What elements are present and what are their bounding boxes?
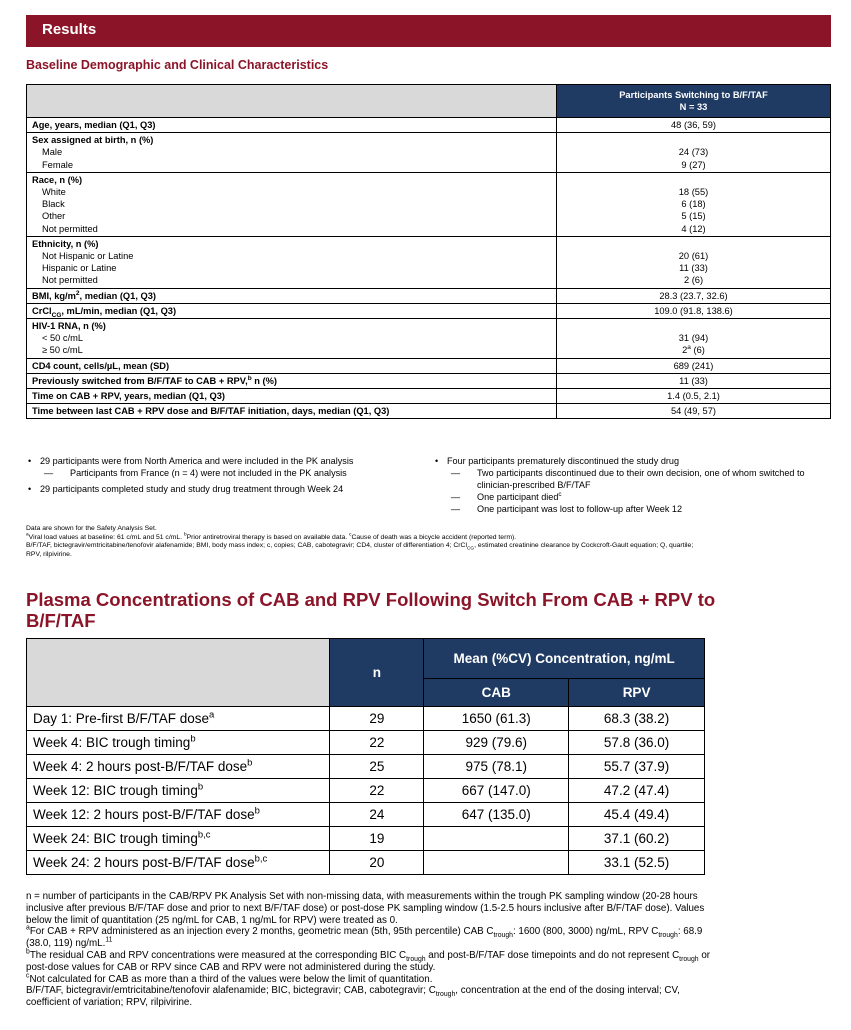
pk-row (27, 827, 705, 851)
race-np-label: Not permitted (42, 223, 98, 234)
note-subitem: — Two participants discontinued due to their own decision, one of whom switched to clinician-prescribed B/F/TAF (433, 467, 833, 491)
pk-row-label-sup: b (247, 757, 253, 769)
fn-sup: b (26, 948, 30, 956)
pk-header-mean: Mean (%CV) Concentration, ng/mL (424, 639, 705, 679)
pk-footnotes (26, 891, 716, 1009)
row-value: 28.3 (23.7, 32.6) (557, 288, 831, 303)
eth-nhl-label: Not Hispanic or Latine (42, 251, 134, 262)
pk-row-label-text: Week 24: BIC trough timing (33, 831, 198, 846)
footnote-line: n = number of participants in the CAB/RPV PK Analysis Set with non-missing data, with measurements within the trough PK sampling window (20-28 hours inclusive after previous B/F/TAF dose and prior to next B/F/TAF dose) or post-dose PK sampling window (1.5-2.5 hours inclusive after B/F/TAF dose). Values below the limit of quantitation (25 ng/mL for CAB, 1 ng/mL for RPV) were treated as 0. (26, 891, 705, 926)
pk-row-cab: 929 (79.6) (424, 731, 569, 755)
hiv-label: HIV-1 RNA, n (%) (32, 321, 106, 332)
hiv-ge50-pct: (6) (690, 345, 705, 356)
prev-label: Previously switched from B/F/TAF to CAB + RPV, (32, 375, 248, 386)
table-row (27, 172, 831, 236)
pk-section-title: Plasma Concentrations of CAB and RPV Following Switch From CAB + RPV to B/F/TAF (26, 589, 716, 631)
row-value (557, 236, 831, 288)
race-white-value: 18 (55) (678, 187, 709, 198)
table-row (27, 373, 831, 388)
sex-male-value: 24 (73) (678, 147, 709, 158)
row-value (557, 172, 831, 236)
sex-male-label: Male (42, 147, 63, 158)
row-value (557, 319, 831, 359)
race-white-label: White (42, 187, 66, 198)
footnote-line (26, 985, 716, 1009)
fn-sub: CG (466, 546, 475, 552)
note-subitem: — One participant was lost to follow-up after Week 12 (433, 503, 833, 515)
pk-row-n: 25 (330, 755, 424, 779)
pk-row-rpv: 57.8 (36.0) (569, 731, 705, 755)
table-row (27, 288, 831, 303)
table-row (27, 118, 831, 133)
baseline-header-row (27, 85, 831, 118)
eth-hl-label: Hispanic or Latine (42, 263, 117, 274)
row-value (557, 133, 831, 173)
row-label (27, 373, 557, 388)
table-row (27, 303, 831, 318)
bmi-label: BMI, kg/m (32, 290, 76, 301)
eth-hl-value: 11 (33) (679, 263, 708, 274)
footnote-line: RPV, rilpivirine. (26, 550, 72, 558)
header-blank-cell (27, 85, 557, 118)
row-value: 109.0 (91.8, 138.6) (557, 303, 831, 318)
hiv-ge50-sup: a (687, 344, 691, 352)
table-row (27, 133, 831, 173)
row-value: 48 (36, 59) (557, 118, 831, 133)
pk-header-n: n (330, 639, 424, 707)
row-label: CD4 count, cells/µL, mean (SD) (27, 358, 557, 373)
pk-row-label-sup: b (254, 805, 260, 817)
row-value: 54 (49, 57) (557, 404, 831, 419)
row-value: 11 (33) (557, 373, 831, 388)
fn-text: B/F/TAF, bictegravir/emtricitabine/tenofovir alafenamide; BIC, bictegravir; CAB, cabotegravir; C (26, 985, 436, 997)
fn-sup: a (26, 925, 30, 933)
fn-text: B/F/TAF, bictegravir/emtricitabine/tenofovir alafenamide; BMI, body mass index; c, copies; CAB, cabotegravir; CD4, cluster of differentiation 4; CrCl (26, 542, 467, 549)
row-value: 1.4 (0.5, 2.1) (557, 389, 831, 404)
pk-row-label (27, 803, 330, 827)
race-black-label: Black (42, 199, 65, 210)
fn-sup: b (183, 532, 187, 538)
fn-sup: c (26, 972, 30, 980)
fn-text: Not calculated for CAB as more than a third of the values were below the limit of quantitation. (29, 973, 433, 985)
hiv-ge50-count: 2 (682, 345, 688, 356)
race-other-label: Other (42, 211, 66, 222)
sex-female-value: 9 (27) (681, 159, 706, 170)
fn-text: : 1600 (800, 3000) ng/mL, RPV C (512, 926, 659, 938)
hiv-ge50-value (562, 344, 825, 356)
notes-left (26, 455, 406, 495)
fn-sub: trough (435, 991, 456, 999)
pk-row-cab: 1650 (61.3) (424, 707, 569, 731)
pk-row (27, 755, 705, 779)
prev-label-end: n (%) (251, 375, 277, 386)
row-label (27, 288, 557, 303)
pk-row-label (27, 731, 330, 755)
pk-row-n: 19 (330, 827, 424, 851)
table-row (27, 358, 831, 373)
crcl-label: CrCl (32, 305, 52, 316)
pk-row-label (27, 779, 330, 803)
pk-header-rpv: RPV (569, 679, 705, 707)
pk-row-n: 20 (330, 851, 424, 875)
fn-text: , concentration at the end of the dosing interval; CV, coefficient of variation; RPV, rilpivirine. (26, 985, 680, 1009)
eth-np-value: 2 (6) (683, 275, 704, 286)
pk-row-n: 22 (330, 731, 424, 755)
footnote-line (26, 926, 716, 950)
pk-row (27, 731, 705, 755)
row-label: Age, years, median (Q1, Q3) (27, 118, 557, 133)
pk-row-label (27, 827, 330, 851)
pk-table (26, 638, 705, 875)
pk-row-label-text: Week 24: 2 hours post-B/F/TAF dose (33, 855, 255, 870)
footnote-line (26, 950, 716, 974)
pk-row-n: 22 (330, 779, 424, 803)
sex-female-label: Female (42, 159, 74, 170)
eth-label: Ethnicity, n (%) (32, 238, 99, 249)
pk-row-n: 24 (330, 803, 424, 827)
pk-row-cab (424, 827, 569, 851)
notes-right (433, 455, 833, 515)
pk-row (27, 851, 705, 875)
pk-row-label-sup: b,c (254, 853, 268, 865)
fn-sub: trough (679, 955, 699, 963)
pk-row-cab: 667 (147.0) (424, 779, 569, 803)
note-subitem (433, 491, 833, 503)
pk-row-rpv: 47.2 (47.4) (569, 779, 705, 803)
pk-row-label-sup: b (197, 781, 204, 793)
note-bullet: • 29 participants completed study and study drug treatment through Week 24 (26, 483, 406, 495)
baseline-section-title: Baseline Demographic and Clinical Characteristics (26, 58, 329, 72)
fn-text: , estimated creatinine clearance by Cockcroft-Gault equation; Q, quartile; (474, 542, 694, 549)
pk-header-blank (27, 639, 330, 707)
pk-header-row (27, 639, 705, 679)
note-died-sup: c (558, 491, 562, 499)
pk-row-label-text: Week 4: 2 hours post-B/F/TAF dose (33, 759, 248, 774)
prev-sup: b (247, 374, 252, 382)
baseline-table (26, 84, 831, 419)
results-title: Results (42, 21, 97, 38)
fn-sup: a (26, 532, 29, 538)
pk-row-cab: 975 (78.1) (424, 755, 569, 779)
note-died: One participant died (477, 492, 559, 503)
hiv-lt50-label: < 50 c/mL (42, 333, 84, 344)
pk-row-label-text: Week 4: BIC trough timing (33, 735, 191, 750)
race-label: Race, n (%) (32, 174, 83, 185)
eth-np-label: Not permitted (42, 275, 98, 286)
fn-text: or post-dose values for CAB or RPV since CAB and RPV were not administered during the study. (26, 949, 711, 973)
row-label (27, 319, 557, 359)
header-line2: N = 33 (679, 102, 708, 112)
pk-row-label-sup: b,c (197, 829, 211, 841)
pk-row (27, 803, 705, 827)
header-line1: Participants Switching to B/F/TAF (619, 90, 768, 100)
pk-row-label-text: Day 1: Pre-first B/F/TAF dose (33, 711, 210, 726)
row-label (27, 303, 557, 318)
pk-row (27, 707, 705, 731)
header-participants-cell (557, 85, 831, 118)
pk-row-rpv: 37.1 (60.2) (569, 827, 705, 851)
race-other-value: 5 (15) (681, 211, 706, 222)
sex-label: Sex assigned at birth, n (%) (32, 135, 154, 146)
footnote-line (26, 974, 716, 986)
table-row (27, 404, 831, 419)
pk-table-body (27, 707, 705, 875)
pk-header-cab: CAB (424, 679, 569, 707)
row-label: Time between last CAB + RPV dose and B/F/TAF initiation, days, median (Q1, Q3) (27, 404, 557, 419)
pk-row-label (27, 755, 330, 779)
race-np-value: 4 (12) (681, 223, 706, 234)
table-row (27, 319, 831, 359)
table-row (27, 236, 831, 288)
crcl-sub: CG (51, 311, 62, 319)
fn-text: : 68.9 (38.0, 119) ng/mL. (26, 926, 703, 950)
fn-text: Viral load values at baseline: 61 c/mL and 51 c/mL. (28, 533, 184, 541)
footnote-line (26, 542, 826, 551)
note-bullet: • 29 participants were from North America and were included in the PK analysis (26, 455, 406, 467)
fn-sub: trough (658, 932, 678, 940)
note-subitem: — Participants from France (n = 4) were not included in the PK analysis (26, 467, 406, 479)
footnote-line: Data are shown for the Safety Analysis Set. (26, 525, 157, 532)
crcl-label-end: , mL/min, median (Q1, Q3) (61, 305, 177, 316)
fn-text: Cause of death was a bicycle accident (reported term). (351, 533, 517, 541)
fn-sup: c (349, 532, 352, 538)
pk-row-label (27, 851, 330, 875)
pk-row-label (27, 707, 330, 731)
fn-text: For CAB + RPV administered as an injection every 2 months, geometric mean (5th, 95th percentile) CAB C (29, 926, 494, 938)
pk-row-cab: 647 (135.0) (424, 803, 569, 827)
fn-sub: trough (493, 932, 513, 940)
results-banner (26, 15, 831, 47)
eth-nhl-value: 20 (61) (678, 251, 709, 262)
pk-row-label-sup: b (190, 733, 196, 745)
bmi-label-end: , median (Q1, Q3) (79, 290, 156, 301)
pk-row-label-sup: a (209, 709, 215, 721)
pk-row-n: 29 (330, 707, 424, 731)
fn-text: and post-B/F/TAF dose timepoints and do not represent C (425, 949, 680, 961)
row-value: 689 (241) (557, 358, 831, 373)
pk-row-rpv: 55.7 (37.9) (569, 755, 705, 779)
pk-row-label-text: Week 12: 2 hours post-B/F/TAF dose (33, 807, 255, 822)
fn-sub: trough (406, 955, 426, 963)
footnote-line (26, 534, 826, 543)
row-label (27, 172, 557, 236)
pk-row-rpv: 45.4 (49.4) (569, 803, 705, 827)
hiv-lt50-value: 31 (94) (678, 333, 709, 344)
pk-row-rpv: 68.3 (38.2) (569, 707, 705, 731)
hiv-ge50-label: ≥ 50 c/mL (42, 345, 83, 356)
note-bullet: • Four participants prematurely discontinued the study drug (433, 455, 833, 467)
baseline-footnotes (26, 525, 826, 559)
race-black-value: 6 (18) (681, 199, 706, 210)
row-label (27, 133, 557, 173)
pk-row-label-text: Week 12: BIC trough timing (33, 783, 198, 798)
fn-text: The residual CAB and RPV concentrations were measured at the corresponding BIC C (29, 949, 407, 961)
fn-text: Prior antiretroviral therapy is based on available data. (186, 533, 350, 541)
pk-row-cab (424, 851, 569, 875)
fn-sup: 11 (105, 936, 113, 944)
row-label (27, 236, 557, 288)
pk-row-rpv: 33.1 (52.5) (569, 851, 705, 875)
bmi-sup: 2 (75, 289, 80, 297)
pk-row (27, 779, 705, 803)
row-label: Time on CAB + RPV, years, median (Q1, Q3) (27, 389, 557, 404)
table-row (27, 389, 831, 404)
